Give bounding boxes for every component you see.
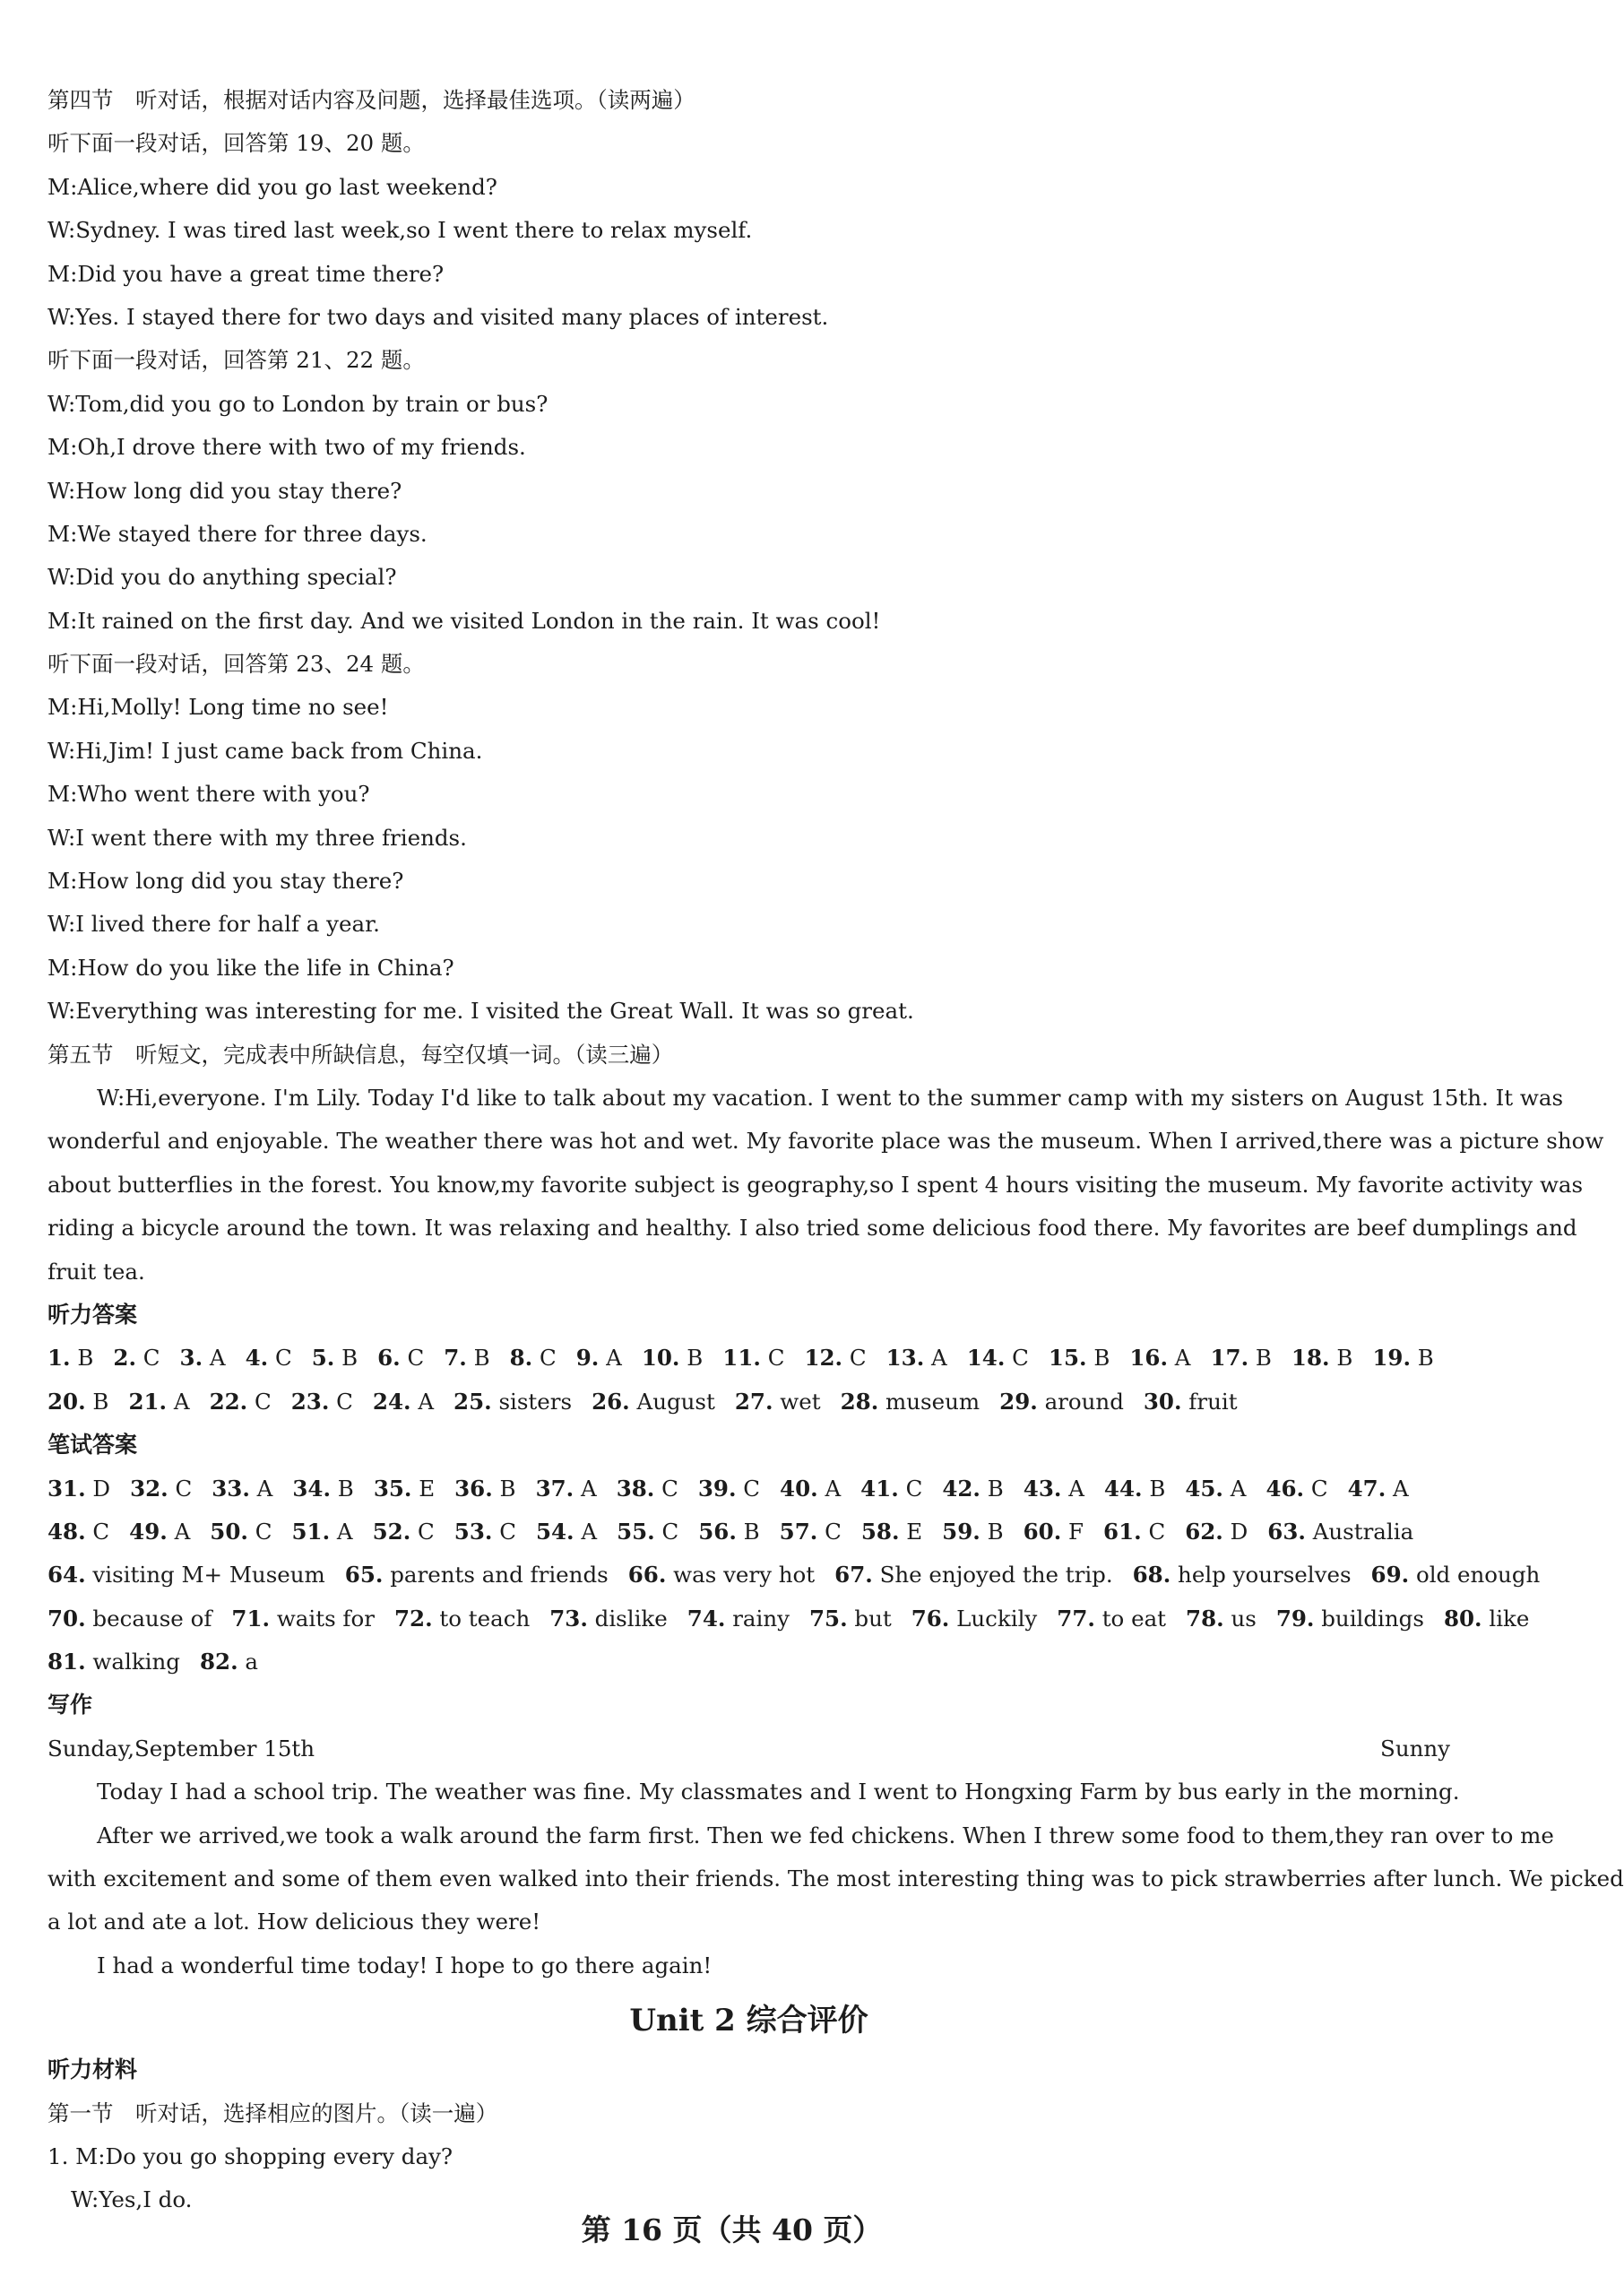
answer-number: 81. xyxy=(48,1649,86,1675)
answer-item xyxy=(911,1597,1038,1640)
answer-value: C xyxy=(143,1345,160,1372)
answer-number: 72. xyxy=(393,1605,433,1632)
answer-number: 27. xyxy=(734,1388,773,1415)
dialogue3-line: W:I lived there for half a year. xyxy=(48,911,380,938)
answer-row xyxy=(48,1554,1541,1597)
answer-value: C xyxy=(905,1475,923,1502)
dialogue2-line: M:We stayed there for three days. xyxy=(48,520,428,547)
answer-number: 79. xyxy=(1275,1605,1315,1632)
answer-number: 1. xyxy=(48,1345,71,1372)
dialogue2-intro: 听下面一段对话，回答第 21、22 题。 xyxy=(48,347,425,374)
answer-item xyxy=(1348,1467,1409,1511)
answer-item xyxy=(130,1467,192,1511)
answer-item xyxy=(942,1511,1003,1554)
answer-number: 43. xyxy=(1023,1475,1062,1502)
answer-item xyxy=(312,1337,358,1380)
answer-value: A xyxy=(174,1518,191,1545)
answer-number: 76. xyxy=(911,1605,950,1632)
answer-value: to teach xyxy=(439,1605,531,1632)
answer-number: 35. xyxy=(373,1475,412,1502)
answer-item xyxy=(642,1337,703,1380)
answer-value: C xyxy=(175,1475,193,1502)
answer-item xyxy=(292,1467,353,1511)
unit2-title: Unit 2 综合评价 xyxy=(629,2003,868,2039)
answer-value: C xyxy=(540,1345,557,1372)
answer-value: fruit xyxy=(1188,1388,1238,1415)
answer-value: B xyxy=(337,1475,354,1502)
answer-number: 25. xyxy=(454,1388,492,1415)
answer-number: 59. xyxy=(942,1518,980,1545)
answer-item xyxy=(48,1511,109,1554)
answer-number: 64. xyxy=(48,1562,86,1588)
answer-value: B xyxy=(473,1345,490,1372)
answer-value: D xyxy=(1230,1518,1248,1545)
answer-value: C xyxy=(661,1475,678,1502)
answer-number: 32. xyxy=(130,1475,168,1502)
answer-value: parents and friends xyxy=(390,1562,609,1588)
dialogue1-line: W:Sydney. I was tired last week,so I went there to relax myself. xyxy=(48,217,753,244)
answer-number: 7. xyxy=(444,1345,467,1372)
answer-number: 42. xyxy=(942,1475,980,1502)
answer-item xyxy=(129,1511,190,1554)
answer-row xyxy=(48,1640,1450,1684)
answer-number: 11. xyxy=(722,1345,761,1372)
answer-value: B xyxy=(92,1388,109,1415)
passage-line: riding a bicycle around the town. It was relaxing and healthy. I also tried some delicious food there. My favorites are beef dumplings and xyxy=(48,1215,1577,1242)
answer-value: help yourselves xyxy=(1178,1562,1352,1588)
answer-item xyxy=(861,1511,922,1554)
answer-value: B xyxy=(1149,1475,1166,1502)
answer-number: 23. xyxy=(290,1388,330,1415)
answer-value: Luckily xyxy=(956,1605,1038,1632)
answer-item xyxy=(48,1381,108,1424)
answer-value: around xyxy=(1044,1388,1124,1415)
answer-number: 55. xyxy=(617,1518,655,1545)
answer-number: 73. xyxy=(549,1605,588,1632)
answer-value: E xyxy=(906,1518,923,1545)
answer-value: A xyxy=(1393,1475,1409,1502)
answer-number: 54. xyxy=(535,1518,574,1545)
answer-number: 13. xyxy=(885,1345,925,1372)
answer-number: 16. xyxy=(1129,1345,1168,1372)
answer-item xyxy=(809,1597,892,1640)
answer-value: C xyxy=(255,1518,272,1545)
answer-item xyxy=(48,1597,212,1640)
page-footer: 第 16 页（共 40 页） xyxy=(581,2212,883,2247)
answer-value: but xyxy=(854,1605,892,1632)
answer-item xyxy=(780,1511,842,1554)
answer-item xyxy=(1266,1467,1327,1511)
answer-value: A xyxy=(336,1518,353,1545)
answer-item xyxy=(698,1467,760,1511)
answer-item xyxy=(1104,1467,1165,1511)
answer-number: 34. xyxy=(292,1475,331,1502)
answer-number: 51. xyxy=(291,1518,331,1545)
unit2-q1-w: W:Yes,I do. xyxy=(71,2186,193,2213)
dialogue2-line: M:It rained on the first day. And we visited London in the rain. It was cool! xyxy=(48,607,881,634)
answer-number: 30. xyxy=(1143,1388,1182,1415)
answer-value: She enjoyed the trip. xyxy=(879,1562,1113,1588)
answer-number: 10. xyxy=(641,1345,680,1372)
dialogue3-line: M:How long did you stay there? xyxy=(48,868,404,895)
answer-value: A xyxy=(606,1345,622,1372)
answer-item xyxy=(1276,1597,1424,1640)
written-answers-heading: 笔试答案 xyxy=(48,1432,138,1459)
answer-number: 6. xyxy=(377,1345,401,1372)
answer-item xyxy=(834,1554,1112,1597)
answer-item xyxy=(510,1337,557,1380)
answer-item xyxy=(1185,1511,1248,1554)
answer-item xyxy=(231,1597,375,1640)
answer-value: F xyxy=(1068,1518,1084,1545)
answer-number: 56. xyxy=(698,1518,737,1545)
answer-value: B xyxy=(743,1518,760,1545)
answer-value: sisters xyxy=(498,1388,573,1415)
answer-item xyxy=(1133,1554,1352,1597)
answer-value: us xyxy=(1231,1605,1257,1632)
answer-number: 75. xyxy=(808,1605,848,1632)
answer-item xyxy=(454,1511,516,1554)
answer-item xyxy=(1057,1597,1166,1640)
answer-value: C xyxy=(661,1518,679,1545)
answer-value: A xyxy=(931,1345,947,1372)
answer-value: A xyxy=(173,1388,190,1415)
answer-number: 4. xyxy=(245,1345,269,1372)
content-column xyxy=(48,79,1624,2222)
answer-item xyxy=(444,1337,489,1380)
answer-value: walking xyxy=(92,1649,180,1675)
answer-item xyxy=(373,1381,434,1424)
answer-number: 36. xyxy=(454,1475,493,1502)
dialogue3-line: W:Everything was interesting for me. I visited the Great Wall. It was so great. xyxy=(48,998,914,1025)
answer-item xyxy=(617,1511,678,1554)
answer-item xyxy=(967,1337,1029,1380)
dialogue2-line: W:Tom,did you go to London by train or bus? xyxy=(48,390,549,417)
answer-item xyxy=(1103,1511,1165,1554)
answer-item xyxy=(246,1337,292,1380)
answer-value: C xyxy=(1012,1345,1029,1372)
writing-heading: 写作 xyxy=(48,1692,93,1718)
dialogue1-line: M:Alice,where did you go last weekend? xyxy=(48,173,497,200)
answer-number: 39. xyxy=(697,1475,737,1502)
answer-item xyxy=(374,1467,435,1511)
answer-item xyxy=(212,1467,272,1511)
answer-value: C xyxy=(1148,1518,1166,1545)
answer-item xyxy=(48,1640,180,1684)
answer-item xyxy=(200,1640,258,1684)
answer-item xyxy=(576,1337,622,1380)
answer-value: Australia xyxy=(1312,1518,1414,1545)
passage-line: fruit tea. xyxy=(48,1258,145,1285)
answer-value: B xyxy=(1417,1345,1434,1372)
answer-number: 28. xyxy=(840,1388,879,1415)
answer-number: 15. xyxy=(1048,1345,1087,1372)
answer-value: dislike xyxy=(594,1605,668,1632)
answer-item xyxy=(536,1511,597,1554)
answer-value: A xyxy=(209,1345,226,1372)
answer-number: 77. xyxy=(1057,1605,1095,1632)
answer-item xyxy=(113,1337,160,1380)
answer-value: buildings xyxy=(1321,1605,1424,1632)
answer-number: 41. xyxy=(860,1475,899,1502)
answer-value: A xyxy=(1174,1345,1191,1372)
dialogue3-line: W:Hi,Jim! I just came back from China. xyxy=(48,737,483,764)
answer-number: 44. xyxy=(1103,1475,1143,1502)
answer-item xyxy=(1291,1337,1352,1380)
answer-value: C xyxy=(1310,1475,1328,1502)
answer-value: August xyxy=(636,1388,715,1415)
answer-number: 53. xyxy=(454,1518,493,1545)
answer-item xyxy=(628,1554,815,1597)
answer-number: 47. xyxy=(1347,1475,1386,1502)
answer-number: 20. xyxy=(48,1388,86,1415)
answer-item xyxy=(617,1467,678,1511)
answer-number: 80. xyxy=(1443,1605,1482,1632)
answer-item xyxy=(1371,1554,1541,1597)
writing-dateline xyxy=(48,1727,1450,1770)
answer-item xyxy=(735,1381,821,1424)
answer-number: 2. xyxy=(113,1345,136,1372)
answer-item xyxy=(454,1467,515,1511)
passage-line: wonderful and enjoyable. The weather there was hot and wet. My favorite place was the museum. When I arrived,there was a picture show xyxy=(48,1128,1604,1155)
answer-item xyxy=(1024,1511,1084,1554)
answer-item xyxy=(345,1554,609,1597)
answer-item xyxy=(454,1381,572,1424)
answer-number: 21. xyxy=(128,1388,168,1415)
answer-item xyxy=(804,1337,866,1380)
answer-item xyxy=(128,1381,189,1424)
answer-value: B xyxy=(499,1475,516,1502)
answer-number: 71. xyxy=(231,1605,271,1632)
dialogue3-line: M:Who went there with you? xyxy=(48,781,370,808)
answer-value: C xyxy=(499,1518,516,1545)
unit2-section1-heading: 第一节 听对话，选择相应的图片。（读一遍） xyxy=(48,2099,498,2126)
dialogue3-line: W:I went there with my three friends. xyxy=(48,824,467,851)
answer-number: 58. xyxy=(860,1518,900,1545)
answer-value: C xyxy=(92,1518,110,1545)
writing-paragraph: I had a wonderful time today! I hope to go there again! xyxy=(97,1952,713,1978)
answer-value: D xyxy=(92,1475,111,1502)
answer-item xyxy=(1444,1597,1529,1640)
answer-item xyxy=(48,1467,110,1511)
answer-number: 29. xyxy=(999,1388,1038,1415)
dialogue1-intro: 听下面一段对话，回答第 19、20 题。 xyxy=(48,130,425,157)
dialogue3-line: M:How do you like the life in China? xyxy=(48,954,454,981)
answer-value: rainy xyxy=(732,1605,790,1632)
answer-item xyxy=(291,1511,352,1554)
answer-item xyxy=(1186,1597,1257,1640)
answer-value: B xyxy=(687,1345,704,1372)
answer-item xyxy=(780,1467,841,1511)
answer-value: A xyxy=(1068,1475,1084,1502)
dialogue2-line: W:Did you do anything special? xyxy=(48,564,397,591)
answer-number: 9. xyxy=(575,1345,600,1372)
answer-value: C xyxy=(825,1518,842,1545)
answer-row xyxy=(48,1381,1450,1424)
dialogue2-line: M:Oh,I drove there with two of my friends. xyxy=(48,434,526,461)
section5-heading: 第五节 听短文，完成表中所缺信息，每空仅填一词。（读三遍） xyxy=(48,1041,674,1068)
unit2-material-heading: 听力材料 xyxy=(48,2056,138,2083)
listening-answers-heading: 听力答案 xyxy=(48,1301,138,1328)
dialogue2-line: W:How long did you stay there? xyxy=(48,477,402,504)
answer-row xyxy=(48,1597,1530,1640)
answer-number: 12. xyxy=(804,1345,843,1372)
answer-value: wet xyxy=(780,1388,821,1415)
answer-value: A xyxy=(256,1475,273,1502)
writing-paragraph: Today I had a school trip. The weather was fine. My classmates and I went to Hongxing Farm by bus early in the morning. xyxy=(97,1779,1460,1805)
dialogue1-line: W:Yes. I stayed there for two days and visited many places of interest. xyxy=(48,303,829,330)
answer-value: B xyxy=(1336,1345,1353,1372)
writing-date: Sunday,September 15th xyxy=(48,1735,315,1762)
answer-item xyxy=(722,1337,784,1380)
answer-item xyxy=(1024,1467,1084,1511)
answer-value: B xyxy=(987,1518,1004,1545)
answer-row xyxy=(48,1467,1450,1511)
answer-number: 63. xyxy=(1267,1518,1306,1545)
answer-number: 52. xyxy=(372,1518,411,1545)
answer-value: C xyxy=(336,1388,353,1415)
answer-item xyxy=(592,1381,715,1424)
writing-weather: Sunny xyxy=(1380,1735,1450,1762)
answer-value: A xyxy=(581,1518,598,1545)
answer-number: 70. xyxy=(48,1605,86,1632)
answer-number: 49. xyxy=(129,1518,168,1545)
answer-number: 22. xyxy=(209,1388,248,1415)
answer-value: because of xyxy=(92,1605,212,1632)
answer-number: 33. xyxy=(212,1475,250,1502)
answer-value: C xyxy=(274,1345,292,1372)
answer-number: 14. xyxy=(966,1345,1006,1372)
answer-number: 50. xyxy=(210,1518,248,1545)
answer-number: 68. xyxy=(1132,1562,1171,1588)
answer-number: 67. xyxy=(834,1562,873,1588)
answer-item xyxy=(180,1337,226,1380)
answer-value: a xyxy=(245,1649,259,1675)
answer-value: A xyxy=(580,1475,597,1502)
answer-value: like xyxy=(1489,1605,1530,1632)
answer-value: was very hot xyxy=(673,1562,816,1588)
answer-value: A xyxy=(418,1388,435,1415)
answer-item xyxy=(999,1381,1124,1424)
answer-value: A xyxy=(825,1475,842,1502)
answer-item xyxy=(48,1554,325,1597)
dialogue1-line: M:Did you have a great time there? xyxy=(48,260,445,287)
answer-item xyxy=(1049,1337,1110,1380)
answer-item xyxy=(1144,1381,1238,1424)
answer-value: waits for xyxy=(276,1605,375,1632)
answer-number: 8. xyxy=(509,1345,533,1372)
answer-value: E xyxy=(419,1475,436,1502)
dialogue3-intro: 听下面一段对话，回答第 23、24 题。 xyxy=(48,651,425,678)
answer-item xyxy=(394,1597,530,1640)
answer-number: 57. xyxy=(779,1518,818,1545)
answer-number: 78. xyxy=(1186,1605,1224,1632)
answer-number: 45. xyxy=(1185,1475,1223,1502)
answer-value: to eat xyxy=(1101,1605,1167,1632)
answer-item xyxy=(210,1511,272,1554)
answer-item xyxy=(1210,1337,1271,1380)
answer-item xyxy=(377,1337,424,1380)
answer-number: 46. xyxy=(1266,1475,1305,1502)
answer-value: C xyxy=(418,1518,435,1545)
answer-item xyxy=(536,1467,597,1511)
answer-value: B xyxy=(341,1345,358,1372)
passage-line: about butterflies in the forest. You know,my favorite subject is geography,so I spent 4 hours visiting the museum. My favorite activity was xyxy=(48,1171,1584,1198)
answer-value: C xyxy=(849,1345,867,1372)
answer-number: 61. xyxy=(1103,1518,1142,1545)
answer-number: 40. xyxy=(780,1475,818,1502)
answer-number: 3. xyxy=(179,1345,203,1372)
answer-number: 69. xyxy=(1370,1562,1410,1588)
answer-value: C xyxy=(767,1345,785,1372)
answer-number: 38. xyxy=(616,1475,655,1502)
answer-row xyxy=(48,1511,1450,1554)
answer-number: 31. xyxy=(48,1475,86,1502)
answer-item xyxy=(1185,1467,1246,1511)
dialogue3-line: M:Hi,Molly! Long time no see! xyxy=(48,694,389,721)
writing-paragraph: After we arrived,we took a walk around the farm first. Then we fed chickens. When I threw some food to them,they ran over to me xyxy=(97,1822,1554,1848)
answer-number: 18. xyxy=(1291,1345,1330,1372)
answer-item xyxy=(942,1467,1003,1511)
answer-number: 5. xyxy=(311,1345,335,1372)
answer-number: 24. xyxy=(372,1388,411,1415)
answer-value: B xyxy=(1093,1345,1110,1372)
answer-value: museum xyxy=(885,1388,980,1415)
answer-number: 74. xyxy=(687,1605,726,1632)
answer-item xyxy=(860,1467,922,1511)
answer-item xyxy=(373,1511,435,1554)
answer-value: C xyxy=(254,1388,272,1415)
passage-line: W:Hi,everyone. I'm Lily. Today I'd like to talk about my vacation. I went to the summer camp with my sisters on August 15th. It was xyxy=(97,1084,1564,1111)
unit2-q1-m: 1. M:Do you go shopping every day? xyxy=(48,2143,454,2169)
answer-value: C xyxy=(743,1475,761,1502)
writing-paragraph: a lot and ate a lot. How delicious they were! xyxy=(48,1909,541,1935)
section4-heading: 第四节 听对话，根据对话内容及问题，选择最佳选项。（读两遍） xyxy=(48,87,695,113)
answer-item xyxy=(210,1381,272,1424)
answer-value: old enough xyxy=(1415,1562,1541,1588)
answer-number: 37. xyxy=(535,1475,574,1502)
answer-number: 65. xyxy=(344,1562,384,1588)
answer-value: B xyxy=(987,1475,1004,1502)
answer-value: C xyxy=(407,1345,425,1372)
answer-item xyxy=(1129,1337,1190,1380)
answer-number: 66. xyxy=(627,1562,667,1588)
writing-paragraph: with excitement and some of them even walked into their friends. The most interesting thing was to pick strawberries after lunch. We picked xyxy=(48,1865,1624,1892)
answer-number: 19. xyxy=(1372,1345,1411,1372)
answer-number: 26. xyxy=(592,1388,630,1415)
answer-row xyxy=(48,1337,1450,1380)
answer-value: B xyxy=(77,1345,94,1372)
answer-number: 17. xyxy=(1210,1345,1249,1372)
answer-item xyxy=(886,1337,947,1380)
answer-number: 60. xyxy=(1023,1518,1062,1545)
answer-number: 62. xyxy=(1185,1518,1223,1545)
answer-value: A xyxy=(1230,1475,1247,1502)
answer-number: 48. xyxy=(48,1518,86,1545)
answer-item xyxy=(687,1597,790,1640)
answer-item xyxy=(48,1337,93,1380)
answer-item xyxy=(1372,1337,1433,1380)
answer-item xyxy=(841,1381,980,1424)
answer-item xyxy=(1267,1511,1413,1554)
answer-value: visiting M+ Museum xyxy=(92,1562,325,1588)
answer-item xyxy=(549,1597,668,1640)
answer-item xyxy=(698,1511,759,1554)
answer-item xyxy=(291,1381,353,1424)
answer-value: B xyxy=(1255,1345,1272,1372)
answer-number: 82. xyxy=(199,1649,238,1675)
